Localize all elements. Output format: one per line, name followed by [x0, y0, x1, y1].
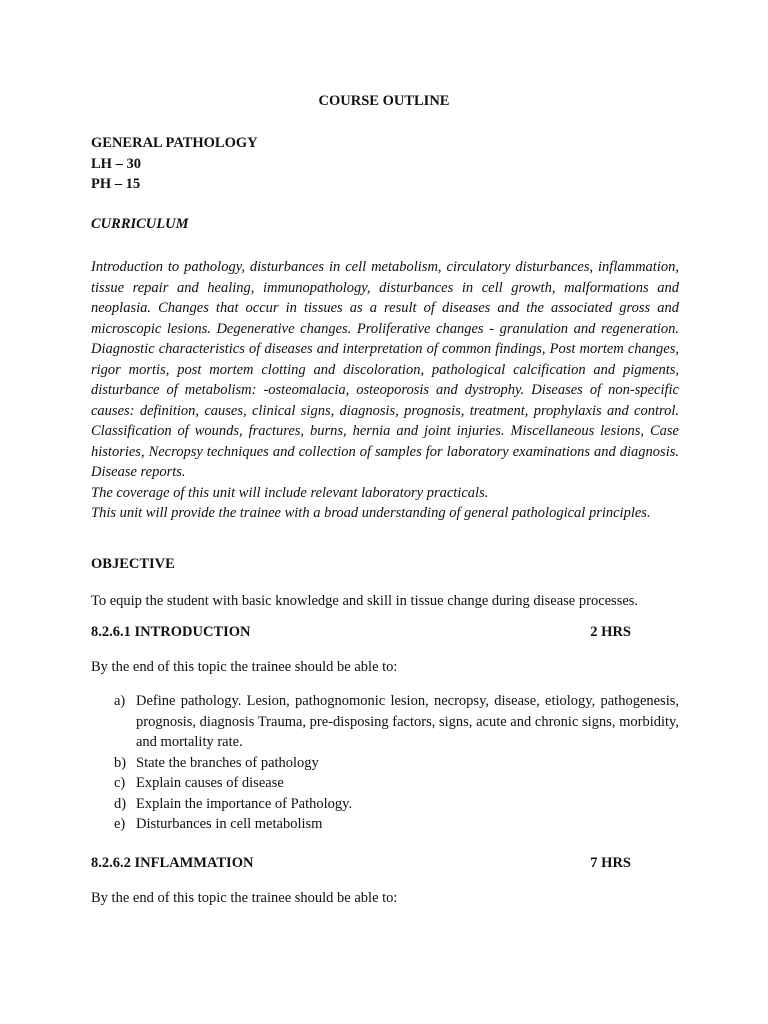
list-item-text: Define pathology. Lesion, pathognomonic lesion, necropsy, disease, etiology, pathogenesis, prognosis, diagnosis Trauma, pre-disposing factors, signs, acute and chronic signs, morbidity, and mortality rate.: [136, 693, 679, 750]
objective-heading: OBJECTIVE: [91, 556, 175, 572]
curriculum-provide: This unit will provide the trainee with a broad understanding of general pathological principles.: [91, 505, 651, 521]
section-introduction-list: [91, 691, 679, 835]
section-inflammation-title: 8.2.6.2 INFLAMMATION: [91, 855, 254, 871]
list-item: [91, 814, 679, 835]
course-info: [91, 133, 679, 195]
list-marker: a): [114, 693, 126, 709]
course-lh: LH – 30: [91, 155, 141, 172]
list-item-text: Disturbances in cell metabolism: [136, 816, 323, 832]
course-ph: PH – 15: [91, 176, 141, 192]
section-introduction-hours: 2 HRS: [590, 624, 631, 640]
curriculum-description: Introduction to pathology, disturbances in cell metabolism, circulatory disturbances, inflammation, tissue repair and healing, immunopathology, disturbances in cell growth, malformations and neoplasia. Changes that occur in tissues as a result of diseases and the associated gross and microscopic lesions. Degenerative changes. Proliferative changes - granulation and regeneration. Diagnostic characteristics of diseases and interpretation of common findings, Post mortem changes, rigor mortis, post mortem clotting and discoloration, pathological calcification and pigments, disturbance of metabolism: -osteomalacia, osteoporosis and dystrophy. Diseases of non-specific causes: definition, causes, clinical signs, diagnosis, prognosis, treatment, prophylaxis and control. Classification of wounds, fractures, burns, hernia and joint injuries. Miscellaneous lesions, Case histories, Necropsy techniques and collection of samples for laboratory examinations and diagnosis. Disease reports.: [91, 259, 679, 480]
list-marker: c): [114, 775, 126, 791]
section-inflammation-intro: By the end of this topic the trainee should be able to:: [91, 890, 398, 906]
section-inflammation-header: [91, 855, 631, 872]
section-inflammation-hours: 7 HRS: [590, 855, 631, 871]
list-marker: d): [114, 795, 127, 812]
list-item-text: Explain the importance of Pathology.: [136, 795, 353, 812]
course-name: GENERAL PATHOLOGY: [91, 135, 258, 151]
page-title: COURSE OUTLINE: [318, 93, 450, 109]
curriculum-coverage: The coverage of this unit will include relevant laboratory practicals.: [91, 484, 489, 501]
list-marker: b): [114, 754, 127, 771]
list-item-text: Explain causes of disease: [136, 775, 284, 791]
section-introduction-header: [91, 624, 631, 641]
list-item: [91, 691, 679, 753]
section-introduction-title: 8.2.6.1 INTRODUCTION: [91, 624, 251, 640]
curriculum-heading: CURRICULUM: [91, 216, 189, 232]
section-introduction-intro: By the end of this topic the trainee should be able to:: [91, 659, 398, 675]
list-item: [91, 794, 679, 815]
objective-text: To equip the student with basic knowledge and skill in tissue change during disease processes.: [91, 593, 639, 609]
curriculum-body: [91, 257, 679, 524]
list-item-text: State the branches of pathology: [136, 754, 319, 771]
list-marker: e): [114, 816, 126, 832]
list-item: [91, 753, 679, 774]
list-item: [91, 773, 679, 794]
